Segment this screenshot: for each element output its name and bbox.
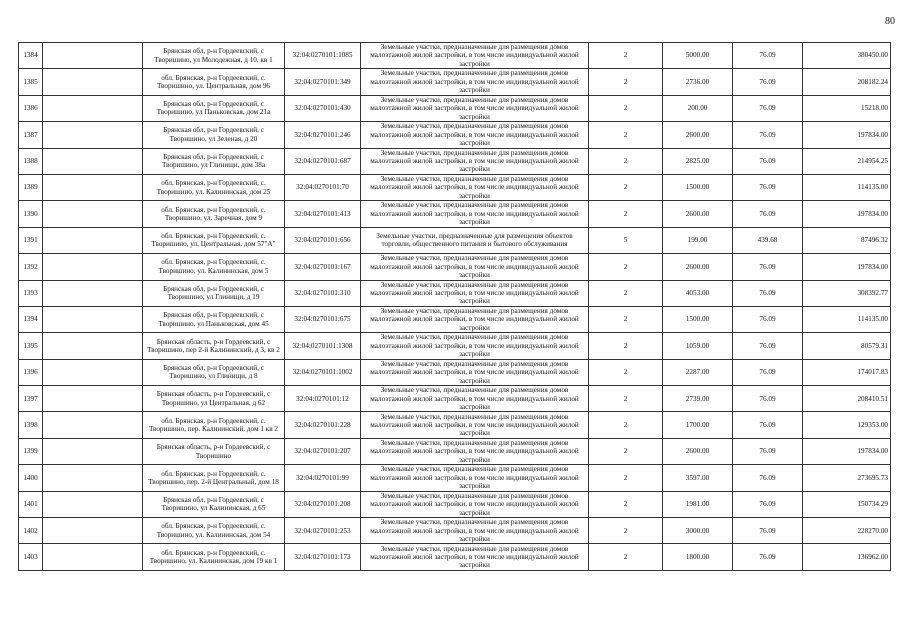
table-row xyxy=(19,359,891,385)
group-cell: 2 xyxy=(589,201,663,227)
address-cell: Брянская область, р-н Гордеевский, с Творишино xyxy=(143,438,285,464)
land-use-cell: Земельные участки, предназначенные для размещения объектов торговли, общественного питания и бытового обслуживания xyxy=(361,227,589,253)
specific-value-cell: 76.09 xyxy=(733,148,803,174)
area-cell: 1059.00 xyxy=(663,333,733,359)
land-use-cell: Земельные участки, предназначенные для размещения домов малоэтажной жилой застройки, в том числе индивидуальной жилой застройки xyxy=(361,306,589,332)
area-cell: 2287.00 xyxy=(663,359,733,385)
cadastral-value-cell: 214954.25 xyxy=(803,148,891,174)
group-cell: 2 xyxy=(589,95,663,121)
row-number: 1399 xyxy=(19,438,43,464)
cadastral-value-cell: 174017.83 xyxy=(803,359,891,385)
group-cell: 2 xyxy=(589,386,663,412)
cadastral-number-cell: 32:04:0270101:1002 xyxy=(285,359,361,385)
row-number: 1397 xyxy=(19,386,43,412)
row-number: 1398 xyxy=(19,412,43,438)
area-cell: 2736.00 xyxy=(663,69,733,95)
land-use-cell: Земельные участки, предназначенные для размещения домов малоэтажной жилой застройки, в том числе индивидуальной жилой застройки xyxy=(361,280,589,306)
area-cell: 2825.00 xyxy=(663,148,733,174)
specific-value-cell: 439.68 xyxy=(733,227,803,253)
group-cell: 2 xyxy=(589,438,663,464)
empty-cell xyxy=(43,227,143,253)
address-cell: Брянская обл, р-н Гордеевский, с Творишино, ул Паньковская, дом 45 xyxy=(143,306,285,332)
address-cell: обл. Брянская, р-н Гордеевский, с. Творишино, пер. 2-й Центральный, дом 18 xyxy=(143,465,285,491)
cadastral-number-cell: 32:04:0270101:675 xyxy=(285,306,361,332)
specific-value-cell: 76.09 xyxy=(733,306,803,332)
land-use-cell: Земельные участки, предназначенные для размещения домов малоэтажной жилой застройки, в том числе индивидуальной жилой застройки xyxy=(361,122,589,148)
cadastral-value-cell: 129353.00 xyxy=(803,412,891,438)
area-cell: 2739.00 xyxy=(663,386,733,412)
cadastral-value-cell: 273695.73 xyxy=(803,465,891,491)
area-cell: 4053.00 xyxy=(663,280,733,306)
address-cell: Брянская обл, р-н Гордеевский, с Творишино, ул Молодежная, д 10, кв 1 xyxy=(143,43,285,69)
area-cell: 2600.00 xyxy=(663,201,733,227)
cadastral-value-cell: 114135.00 xyxy=(803,306,891,332)
group-cell: 2 xyxy=(589,491,663,517)
address-cell: обл. Брянская, р-н Гордеевский, с. Творишино, пер. Калининский, дом 1 кв 2 xyxy=(143,412,285,438)
land-use-cell: Земельные участки, предназначенные для размещения домов малоэтажной жилой застройки, в том числе индивидуальной жилой застройки xyxy=(361,333,589,359)
empty-cell xyxy=(43,386,143,412)
land-use-cell: Земельные участки, предназначенные для размещения домов малоэтажной жилой застройки, в том числе индивидуальной жилой застройки xyxy=(361,465,589,491)
table-row xyxy=(19,412,891,438)
specific-value-cell: 76.09 xyxy=(733,412,803,438)
land-use-cell: Земельные участки, предназначенные для размещения домов малоэтажной жилой застройки, в том числе индивидуальной жилой застройки xyxy=(361,254,589,280)
group-cell: 2 xyxy=(589,69,663,95)
table-row xyxy=(19,227,891,253)
cadastral-number-cell: 32:04:0270101:207 xyxy=(285,438,361,464)
empty-cell xyxy=(43,518,143,544)
row-number: 1390 xyxy=(19,201,43,227)
address-cell: Брянская обл, р-н Гордеевский, с Творишино, ул Калининская, д 65 xyxy=(143,491,285,517)
empty-cell xyxy=(43,254,143,280)
land-use-cell: Земельные участки, предназначенные для размещения домов малоэтажной жилой застройки, в том числе индивидуальной жилой застройки xyxy=(361,174,589,200)
row-number: 1386 xyxy=(19,95,43,121)
address-cell: Брянская обл, р-н Гордеевский, с Творишино, ул Зеленая, д 20 xyxy=(143,122,285,148)
empty-cell xyxy=(43,174,143,200)
empty-cell xyxy=(43,544,143,570)
table-row xyxy=(19,174,891,200)
empty-cell xyxy=(43,333,143,359)
table-row xyxy=(19,122,891,148)
land-use-cell: Земельные участки, предназначенные для размещения домов малоэтажной жилой застройки, в том числе индивидуальной жилой застройки xyxy=(361,438,589,464)
land-use-cell: Земельные участки, предназначенные для размещения домов малоэтажной жилой застройки, в том числе индивидуальной жилой застройки xyxy=(361,69,589,95)
specific-value-cell: 76.09 xyxy=(733,544,803,570)
empty-cell xyxy=(43,306,143,332)
land-use-cell: Земельные участки, предназначенные для размещения домов малоэтажной жилой застройки, в том числе индивидуальной жилой застройки xyxy=(361,201,589,227)
address-cell: обл. Брянская, р-н Гордеевский, с. Творишино, ул. Заречная, дом 9 xyxy=(143,201,285,227)
area-cell: 3597.00 xyxy=(663,465,733,491)
specific-value-cell: 76.09 xyxy=(733,333,803,359)
land-use-cell: Земельные участки, предназначенные для размещения домов малоэтажной жилой застройки, в том числе индивидуальной жилой застройки xyxy=(361,544,589,570)
address-cell: Брянская обл, р-н Гордеевский, с Творишино, ул Глинищи, дом 38а xyxy=(143,148,285,174)
table-body xyxy=(19,43,891,571)
table-row xyxy=(19,386,891,412)
cadastral-value-cell: 114135.00 xyxy=(803,174,891,200)
cadastral-value-cell: 197834.00 xyxy=(803,201,891,227)
empty-cell xyxy=(43,122,143,148)
cadastral-number-cell: 32:04:0270101:656 xyxy=(285,227,361,253)
empty-cell xyxy=(43,359,143,385)
specific-value-cell: 76.09 xyxy=(733,95,803,121)
address-cell: Брянская обл, р-н Гордеевский, с Творишино, ул Паньковская, дом 21а xyxy=(143,95,285,121)
area-cell: 1500.00 xyxy=(663,306,733,332)
cadastral-number-cell: 32:04:0270101:687 xyxy=(285,148,361,174)
group-cell: 2 xyxy=(589,518,663,544)
specific-value-cell: 76.09 xyxy=(733,43,803,69)
address-cell: обл. Брянская, р-н Гордеевский, с. Творишино, ул. Калининская, дом 19 кв 1 xyxy=(143,544,285,570)
table-row xyxy=(19,254,891,280)
cadastral-value-cell: 197834.00 xyxy=(803,438,891,464)
land-use-cell: Земельные участки, предназначенные для размещения домов малоэтажной жилой застройки, в том числе индивидуальной жилой застройки xyxy=(361,43,589,69)
cadastral-number-cell: 32:04:0270101:12 xyxy=(285,386,361,412)
cadastral-number-cell: 32:04:0270101:246 xyxy=(285,122,361,148)
row-number: 1391 xyxy=(19,227,43,253)
table-row xyxy=(19,491,891,517)
cadastral-number-cell: 32:04:0270101:430 xyxy=(285,95,361,121)
cadastral-value-cell: 197834.00 xyxy=(803,254,891,280)
table-row xyxy=(19,148,891,174)
cadastral-value-cell: 87496.32 xyxy=(803,227,891,253)
cadastral-value-cell: 136962.00 xyxy=(803,544,891,570)
group-cell: 2 xyxy=(589,333,663,359)
address-cell: Брянская обл, р-н Гордеевский, с Творишино, ул Глинищи, д 8 xyxy=(143,359,285,385)
row-number: 1401 xyxy=(19,491,43,517)
empty-cell xyxy=(43,95,143,121)
cadastral-number-cell: 32:04:0270101:173 xyxy=(285,544,361,570)
empty-cell xyxy=(43,201,143,227)
specific-value-cell: 76.09 xyxy=(733,122,803,148)
group-cell: 2 xyxy=(589,148,663,174)
empty-cell xyxy=(43,491,143,517)
group-cell: 2 xyxy=(589,306,663,332)
specific-value-cell: 76.09 xyxy=(733,386,803,412)
area-cell: 1800.00 xyxy=(663,544,733,570)
row-number: 1392 xyxy=(19,254,43,280)
cadastral-value-cell: 308392.77 xyxy=(803,280,891,306)
empty-cell xyxy=(43,280,143,306)
cadastral-number-cell: 32:04:0270101:208 xyxy=(285,491,361,517)
row-number: 1394 xyxy=(19,306,43,332)
address-cell: обл. Брянская, р-н Гордеевский, с. Творишино, ул. Центральная, дом 57"А" xyxy=(143,227,285,253)
area-cell: 1700.00 xyxy=(663,412,733,438)
specific-value-cell: 76.09 xyxy=(733,201,803,227)
table-row xyxy=(19,95,891,121)
row-number: 1400 xyxy=(19,465,43,491)
area-cell: 200.00 xyxy=(663,95,733,121)
row-number: 1396 xyxy=(19,359,43,385)
cadastral-number-cell: 32:04:0270101:228 xyxy=(285,412,361,438)
land-use-cell: Земельные участки, предназначенные для размещения домов малоэтажной жилой застройки, в том числе индивидуальной жилой застройки xyxy=(361,412,589,438)
group-cell: 2 xyxy=(589,254,663,280)
table-row xyxy=(19,43,891,69)
page-number: 80 xyxy=(885,16,895,27)
table-row xyxy=(19,438,891,464)
group-cell: 5 xyxy=(589,227,663,253)
cadastral-value-table xyxy=(18,42,891,571)
group-cell: 2 xyxy=(589,544,663,570)
cadastral-number-cell: 32:04:0270101:1085 xyxy=(285,43,361,69)
specific-value-cell: 76.09 xyxy=(733,438,803,464)
table-row xyxy=(19,544,891,570)
group-cell: 2 xyxy=(589,465,663,491)
land-use-cell: Земельные участки, предназначенные для размещения домов малоэтажной жилой застройки, в том числе индивидуальной жилой застройки xyxy=(361,386,589,412)
table-row xyxy=(19,333,891,359)
cadastral-value-cell: 228270.00 xyxy=(803,518,891,544)
area-cell: 199.00 xyxy=(663,227,733,253)
specific-value-cell: 76.09 xyxy=(733,174,803,200)
empty-cell xyxy=(43,438,143,464)
area-cell: 1981.00 xyxy=(663,491,733,517)
cadastral-value-cell: 208182.24 xyxy=(803,69,891,95)
cadastral-number-cell: 32:04:0270101:1308 xyxy=(285,333,361,359)
area-cell: 3000.00 xyxy=(663,518,733,544)
address-cell: Брянская область, р-н Гордеевский, с Творишино, ул Центральная, д 62 xyxy=(143,386,285,412)
group-cell: 2 xyxy=(589,359,663,385)
cadastral-value-cell: 197834.00 xyxy=(803,122,891,148)
row-number: 1389 xyxy=(19,174,43,200)
specific-value-cell: 76.09 xyxy=(733,280,803,306)
cadastral-number-cell: 32:04:0270101:253 xyxy=(285,518,361,544)
cadastral-value-cell: 80579.31 xyxy=(803,333,891,359)
land-use-cell: Земельные участки, предназначенные для размещения домов малоэтажной жилой застройки, в том числе индивидуальной жилой застройки xyxy=(361,95,589,121)
cadastral-number-cell: 32:04:0270101:310 xyxy=(285,280,361,306)
cadastral-number-cell: 32:04:0270101:167 xyxy=(285,254,361,280)
row-number: 1402 xyxy=(19,518,43,544)
table-row xyxy=(19,518,891,544)
empty-cell xyxy=(43,465,143,491)
cadastral-number-cell: 32:04:0270101:99 xyxy=(285,465,361,491)
table-row xyxy=(19,306,891,332)
row-number: 1387 xyxy=(19,122,43,148)
table-row xyxy=(19,69,891,95)
row-number: 1393 xyxy=(19,280,43,306)
cadastral-value-cell: 380450.00 xyxy=(803,43,891,69)
specific-value-cell: 76.09 xyxy=(733,69,803,95)
row-number: 1385 xyxy=(19,69,43,95)
group-cell: 2 xyxy=(589,43,663,69)
address-cell: обл. Брянская, р-н Гордеевский, с. Творишино, ул. Калининская, дом 25 xyxy=(143,174,285,200)
empty-cell xyxy=(43,43,143,69)
land-use-cell: Земельные участки, предназначенные для размещения домов малоэтажной жилой застройки, в том числе индивидуальной жилой застройки xyxy=(361,491,589,517)
table-row xyxy=(19,465,891,491)
cadastral-value-cell: 208410.51 xyxy=(803,386,891,412)
area-cell: 2600.00 xyxy=(663,122,733,148)
table-row xyxy=(19,280,891,306)
cadastral-number-cell: 32:04:0270101:413 xyxy=(285,201,361,227)
cadastral-number-cell: 32:04:0270101:70 xyxy=(285,174,361,200)
cadastral-number-cell: 32:04:0270101:349 xyxy=(285,69,361,95)
row-number: 1403 xyxy=(19,544,43,570)
address-cell: Брянская область, р-н Гордеевский, с Творишино, пер 2-й Калининский, д 3, кв 2 xyxy=(143,333,285,359)
area-cell: 5000.00 xyxy=(663,43,733,69)
area-cell: 2600.00 xyxy=(663,438,733,464)
address-cell: обл. Брянская, р-н Гордеевский, с. Творишино, ул. Калининская, дом 54 xyxy=(143,518,285,544)
empty-cell xyxy=(43,69,143,95)
empty-cell xyxy=(43,148,143,174)
address-cell: Брянская обл, р-н Гордеевский, с Творишино, ул Глинищи, д 19 xyxy=(143,280,285,306)
group-cell: 2 xyxy=(589,174,663,200)
area-cell: 2600.00 xyxy=(663,254,733,280)
specific-value-cell: 76.09 xyxy=(733,254,803,280)
land-use-cell: Земельные участки, предназначенные для размещения домов малоэтажной жилой застройки, в том числе индивидуальной жилой застройки xyxy=(361,518,589,544)
group-cell: 2 xyxy=(589,122,663,148)
specific-value-cell: 76.09 xyxy=(733,491,803,517)
row-number: 1384 xyxy=(19,43,43,69)
land-use-cell: Земельные участки, предназначенные для размещения домов малоэтажной жилой застройки, в том числе индивидуальной жилой застройки xyxy=(361,359,589,385)
specific-value-cell: 76.09 xyxy=(733,465,803,491)
cadastral-value-cell: 15218.00 xyxy=(803,95,891,121)
table-row xyxy=(19,201,891,227)
group-cell: 2 xyxy=(589,280,663,306)
row-number: 1395 xyxy=(19,333,43,359)
group-cell: 2 xyxy=(589,412,663,438)
specific-value-cell: 76.09 xyxy=(733,518,803,544)
specific-value-cell: 76.09 xyxy=(733,359,803,385)
address-cell: обл. Брянская, р-н Гордеевский, с. Творишино, ул. Центральная, дом 96 xyxy=(143,69,285,95)
land-use-cell: Земельные участки, предназначенные для размещения домов малоэтажной жилой застройки, в том числе индивидуальной жилой застройки xyxy=(361,148,589,174)
area-cell: 1500.00 xyxy=(663,174,733,200)
cadastral-value-cell: 150734.29 xyxy=(803,491,891,517)
address-cell: обл. Брянская, р-н Гордеевский, с. Творишино, ул. Калининская, дом 5 xyxy=(143,254,285,280)
empty-cell xyxy=(43,412,143,438)
row-number: 1388 xyxy=(19,148,43,174)
